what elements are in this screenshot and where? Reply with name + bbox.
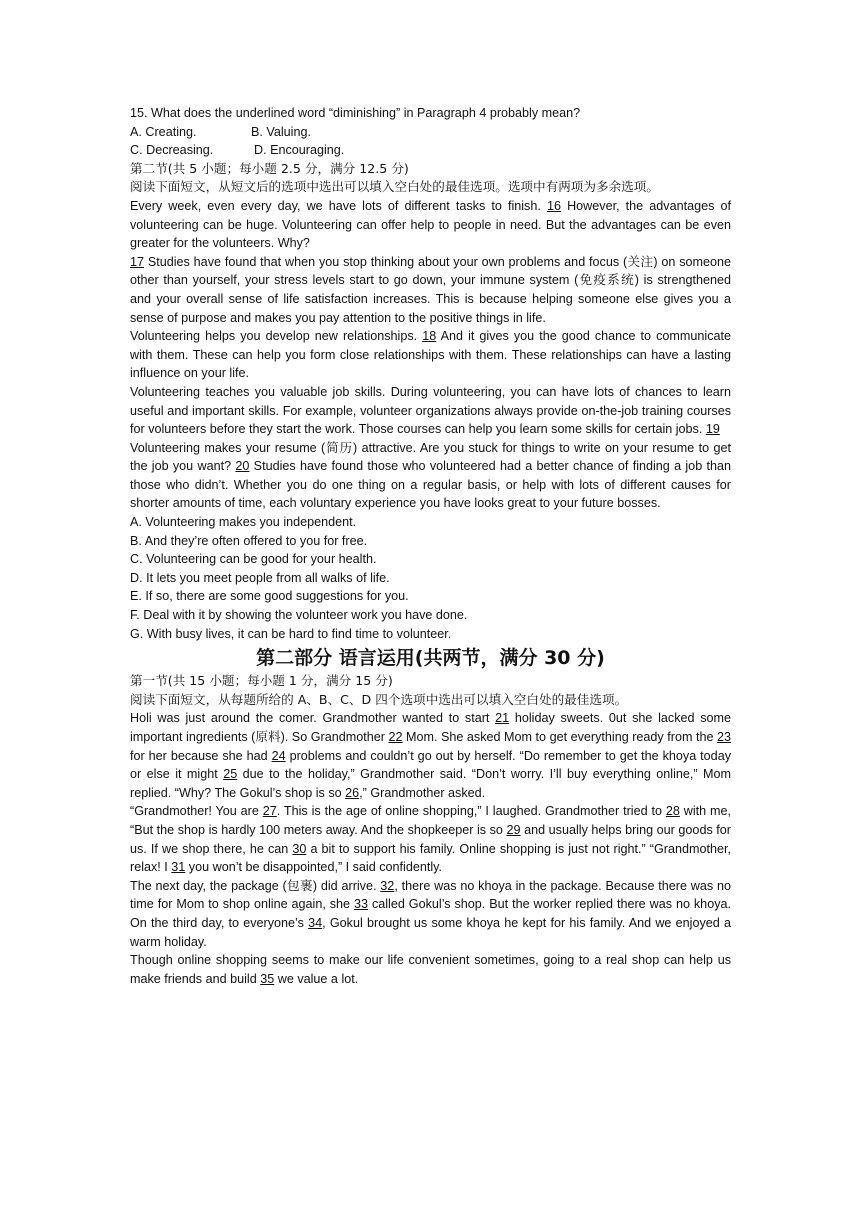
cloze-paragraph-3 xyxy=(130,877,731,951)
text-run: Mom. She asked Mom to get everything ready from the xyxy=(402,730,717,744)
blank-30: 30 xyxy=(292,841,307,856)
blank-22: 22 xyxy=(388,730,403,744)
text-run: you won’t be disappointed,” I said confidently. xyxy=(185,860,443,875)
section2-instruction: 阅读下面短文，从短文后的选项中选出可以填入空白处的最佳选项。选项中有两项为多余选项。 xyxy=(130,179,659,195)
text-run: . This is the age of online shopping,” I laughed. Grandmother tried to xyxy=(276,804,666,819)
cloze-paragraph-4 xyxy=(130,951,731,988)
blank-24: 24 xyxy=(271,748,286,763)
passage-paragraph-5 xyxy=(130,439,731,513)
text-run: with me, “But the shop is hardly 100 meters away. And the shopkeeper is so xyxy=(130,804,732,837)
blank-33: 33 xyxy=(354,897,369,912)
cloze-paragraph-2 xyxy=(130,802,731,876)
blank-31: 31 xyxy=(171,860,186,875)
text-run: due to the holiday,” Grandmother said. “Don’t worry. I’ll buy everything online,” Mom replied. “Why? The Gokul’s shop is so xyxy=(130,767,732,800)
part2-heading: 第一节(共 15 小题；每小题 1 分，满分 15 分) xyxy=(130,673,393,689)
text-run: Studies have found that when you stop thinking about your own problems and focus (关注) on someone other than yourself, your stress levels start to go down, your immune system (免疫系统) is strengthened and your overall sense of life satisfaction increases. This is because helping someone else gives you a sense of purpose and makes you pay attention to the positive things in life. xyxy=(130,254,731,325)
blank-26: 26 xyxy=(345,785,360,800)
text-run: Holi was just around the comer. Grandmother wanted to start xyxy=(130,711,496,726)
option-g: G. With busy lives, it can be hard to find time to volunteer. xyxy=(130,626,452,641)
passage-paragraph-2 xyxy=(130,253,731,327)
text-run: problems and couldn’t go out by herself. “Do remember to get the khoya today or else it might xyxy=(130,748,731,782)
blank-32: 32 xyxy=(380,878,395,893)
section2-heading: 第二节(共 5 小题；每小题 2.5 分，满分 12.5 分) xyxy=(130,160,409,176)
q15-options-row-1 xyxy=(130,123,731,142)
q15-option-b: B. Valuing. xyxy=(251,124,311,139)
part2-instruction: 阅读下面短文，从每题所给的 A、B、C、D 四个选项中选出可以填入空白处的最佳选项。 xyxy=(130,691,628,707)
blank-17: 17 xyxy=(130,254,145,269)
part2-title: 第二部分 语言运用(共两节，满分 30 分) xyxy=(256,647,605,670)
text-run: we value a lot. xyxy=(274,971,359,986)
blank-20: 20 xyxy=(235,459,250,474)
text-run: , Gokul brought us some khoya he kept for his family. And we enjoyed a warm holiday. xyxy=(130,915,731,949)
blank-21: 21 xyxy=(495,711,510,726)
text-run: Volunteering teaches you valuable job skills. During volunteering, you can have lots of chances to learn useful and important skills. For example, volunteer organizations always provide on-the-job training courses for volunteers before they start the work. Those courses can help you learn some skills for certain jobs. xyxy=(130,384,731,437)
q15-option-d: D. Encouraging. xyxy=(254,143,345,158)
blank-25: 25 xyxy=(223,767,238,782)
blank-18: 18 xyxy=(422,329,437,344)
option-e: E. If so, there are some good suggestions for you. xyxy=(130,589,409,604)
exam-page xyxy=(130,104,731,988)
passage-paragraph-4 xyxy=(130,383,731,439)
blank-23: 23 xyxy=(716,730,731,744)
text-run: “Grandmother! You are xyxy=(130,804,263,819)
option-f: F. Deal with it by showing the volunteer work you have done. xyxy=(130,608,468,623)
text-run: Though online shopping seems to make our life convenient sometimes, going to a real shop can help us make friends and build xyxy=(130,953,731,986)
text-run: And it gives you the good chance to communicate with them. These can help you form close relationships with them. These relationships can have a lasting influence on your life. xyxy=(130,329,732,381)
text-run: called Gokul’s shop. But the worker replied there was no khoya. On the third day, to everyone’s xyxy=(130,897,731,930)
text-run: Volunteering helps you develop new relationships. xyxy=(130,329,423,344)
question-15: 15. What does the underlined word “diminishing” in Paragraph 4 probably mean? xyxy=(130,106,581,120)
option-b: B. And they’re often offered to you for free. xyxy=(130,533,368,548)
blank-19: 19 xyxy=(705,422,720,437)
blank-16: 16 xyxy=(546,198,561,213)
option-d: D. It lets you meet people from all walks of life. xyxy=(130,570,390,585)
option-c: C. Volunteering can be good for your health. xyxy=(130,552,377,567)
text-run: and usually helps bring our goods for us. If we shop there, he can xyxy=(130,822,731,856)
cloze-paragraph-1 xyxy=(130,709,731,802)
text-run: However, the advantages of volunteering can be huge. Volunteering can offer help to people in need. But the advantages can be even greater for the volunteers. Why? xyxy=(130,198,731,251)
text-run: Volunteering makes your resume (简历) attractive. Are you stuck for things to write on your resume to get the job you want? xyxy=(130,440,731,474)
blank-29: 29 xyxy=(506,822,521,837)
q15-option-c: C. Decreasing. xyxy=(130,143,214,158)
blank-34: 34 xyxy=(308,915,323,930)
blank-27: 27 xyxy=(262,804,277,819)
text-run: The next day, the package (包裹) did arrive. xyxy=(130,878,381,893)
text-run: , there was no khoya in the package. Because there was no time for Mom to shop online again, she xyxy=(130,878,731,912)
passage-paragraph-1 xyxy=(130,197,731,253)
passage-paragraph-3 xyxy=(130,327,731,383)
q15-option-a: A. Creating. xyxy=(130,124,197,139)
blank-28: 28 xyxy=(665,804,680,819)
text-run: Studies have found those who volunteered had a better chance of finding a job than those who didn’t. Whether you do one thing on a regular basis, or help with lots of different causes for shorter amounts of time, each voluntary experience you have looks great to your future bosses. xyxy=(130,459,731,511)
text-run: holiday sweets. 0ut she lacked some important ingredients (原料). So Grandmother xyxy=(130,711,731,744)
blank-35: 35 xyxy=(260,971,275,986)
text-run: for her because she had xyxy=(130,748,272,763)
text-run: ,” Grandmother asked. xyxy=(359,785,486,800)
text-run: a bit to support his family. Online shopping is just not right.” “Grandmother, relax! I xyxy=(130,841,732,875)
text-run: Every week, even every day, we have lots of different tasks to finish. xyxy=(130,198,547,213)
q15-options-row-2 xyxy=(130,141,731,160)
option-a: A. Volunteering makes you independent. xyxy=(130,515,357,530)
